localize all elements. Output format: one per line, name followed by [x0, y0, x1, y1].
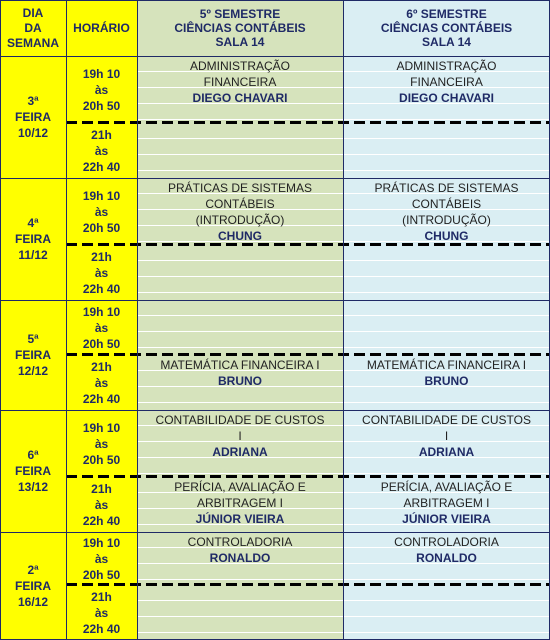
sem5-course-cell	[137, 477, 343, 532]
teacher-name: ADRIANA	[212, 445, 268, 459]
sem5-course-cell	[137, 300, 343, 355]
sem6-course-cell	[343, 56, 550, 123]
header-day: DIA DA SEMANA	[0, 0, 66, 56]
subject-line: (INTRODUÇÃO)	[402, 213, 491, 227]
time-slot: 21h às 22h 40	[66, 245, 137, 300]
subject-line: FINANCEIRA	[410, 75, 483, 89]
subject-line: FINANCEIRA	[203, 75, 277, 89]
slot-divider	[66, 353, 550, 356]
subject-line: ARBITRAGEM I	[403, 496, 490, 510]
sem6-course-cell	[343, 178, 550, 245]
column-border	[137, 0, 138, 640]
subject-line: CONTROLADORIA	[394, 535, 499, 549]
teacher-name: DIEGO CHAVARI	[192, 91, 288, 105]
sem5-course-cell	[137, 355, 343, 410]
row-border	[0, 300, 550, 301]
subject-line: ARBITRAGEM I	[196, 496, 283, 510]
row-border	[0, 56, 550, 57]
slot-divider	[66, 583, 550, 586]
day-label: 5ª FEIRA 12/12	[0, 300, 66, 410]
subject-line: CONTABILIDADE DE CUSTOS	[155, 413, 325, 427]
sem6-course-cell	[343, 123, 550, 178]
time-slot: 19h 10 às 20h 50	[66, 56, 137, 123]
sem6-course-cell	[343, 355, 550, 410]
teacher-name: JÚNIOR VIEIRA	[195, 512, 285, 526]
time-slot: 21h às 22h 40	[66, 355, 137, 410]
column-border	[66, 0, 67, 640]
slot-divider	[66, 121, 550, 124]
subject-line: CONTÁBEIS	[205, 197, 275, 211]
sem6-course-cell	[343, 585, 550, 640]
sem5-course-cell	[137, 585, 343, 640]
sem5-course-cell	[137, 123, 343, 178]
teacher-name: CHUNG	[424, 229, 469, 243]
teacher-name: RONALDO	[416, 551, 477, 565]
subject-line: MATEMÁTICA FINANCEIRA I	[160, 358, 320, 372]
subject-line: MATEMÁTICA FINANCEIRA I	[366, 358, 527, 372]
sem5-course-cell	[137, 532, 343, 585]
subject-line: CONTROLADORIA	[187, 535, 293, 549]
sem6-course-cell	[343, 532, 550, 585]
subject-line: PRÁTICAS DE SISTEMAS	[167, 181, 313, 195]
teacher-name: BRUNO	[424, 374, 469, 388]
teacher-name: ADRIANA	[418, 445, 475, 459]
row-border	[0, 532, 550, 533]
subject-line: CONTÁBEIS	[411, 197, 482, 211]
header-sem5: 5º SEMESTRE CIÊNCIAS CONTÁBEIS SALA 14	[137, 0, 343, 56]
sem6-course-cell	[343, 300, 550, 355]
slot-divider	[66, 475, 550, 478]
time-slot: 21h às 22h 40	[66, 585, 137, 640]
time-slot: 19h 10 às 20h 50	[66, 532, 137, 585]
subject-line: PERÍCIA, AVALIAÇÃO E	[174, 480, 306, 494]
teacher-name: DIEGO CHAVARI	[399, 91, 494, 105]
day-label: 6ª FEIRA 13/12	[0, 410, 66, 532]
slot-divider	[66, 243, 550, 246]
sem6-course-cell	[343, 477, 550, 532]
subject-line: (INTRODUÇÃO)	[195, 213, 285, 227]
column-border	[343, 0, 344, 640]
teacher-name: JÚNIOR VIEIRA	[402, 512, 491, 526]
sem5-course-cell	[137, 178, 343, 245]
subject-line: CONTABILIDADE DE CUSTOS	[362, 413, 531, 427]
subject-line: PRÁTICAS DE SISTEMAS	[374, 181, 519, 195]
subject-line: I	[238, 429, 242, 443]
sem5-course-cell	[137, 56, 343, 123]
sem6-course-cell	[343, 245, 550, 300]
subject-line: PERÍCIA, AVALIAÇÃO E	[380, 480, 513, 494]
row-border	[0, 410, 550, 411]
header-time: HORÁRIO	[66, 0, 137, 56]
row-border	[0, 178, 550, 179]
teacher-name: RONALDO	[209, 551, 271, 565]
column-border	[0, 0, 1, 640]
time-slot: 19h 10 às 20h 50	[66, 178, 137, 245]
row-border	[0, 0, 550, 1]
sem5-course-cell	[137, 410, 343, 477]
time-slot: 21h às 22h 40	[66, 123, 137, 178]
sem6-course-cell	[343, 410, 550, 477]
subject-line: I	[444, 429, 449, 443]
subject-line: ADMINISTRAÇÃO	[189, 59, 290, 73]
time-slot: 19h 10 às 20h 50	[66, 300, 137, 355]
teacher-name: BRUNO	[218, 374, 262, 388]
time-slot: 21h às 22h 40	[66, 477, 137, 532]
sem5-course-cell	[137, 245, 343, 300]
day-label: 4ª FEIRA 11/12	[0, 178, 66, 300]
teacher-name: CHUNG	[218, 229, 262, 243]
header-sem6: 6º SEMESTRE CIÊNCIAS CONTÁBEIS SALA 14	[343, 0, 550, 56]
subject-line: ADMINISTRAÇÃO	[396, 59, 497, 73]
day-label: 3ª FEIRA 10/12	[0, 56, 66, 178]
time-slot: 19h 10 às 20h 50	[66, 410, 137, 477]
day-label: 2ª FEIRA 16/12	[0, 532, 66, 640]
